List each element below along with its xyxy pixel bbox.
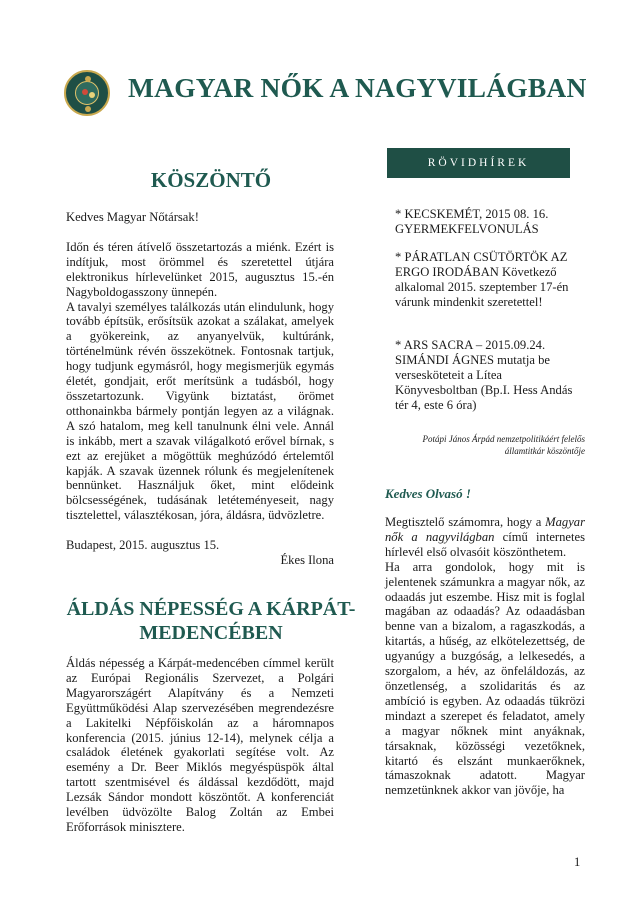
news-item-text: * PÁRATLAN CSÜTÖRTÖK AZ ERGO IRODÁBAN Következő alkalomal 2015. szeptember 17-én várunk mindenkit szeretettel! [395,250,569,309]
article-heading-line-1: ÁLDÁS NÉPESSÉG A KÁRPÁT- [66,598,356,620]
article-heading [66,597,356,645]
newsletter-name: Magyar nők a nagyvilágban [385,515,585,544]
reader-paragraph-2: Ha arra gondolok, hogy mit is jelentenek számunkra a magyar nők, az odaadás jut eszembe. Hisz mit is foglal magában az odaadás? Az odaadásban benne van a bizalom, a ragaszkodás, a kitartás, a hűség, az elkötelezettség, de ugyanúgy a buzgóság, a lelkesedés, a szorgalom, a hév, az önfeláldozás, az önzetlenség, a szolidaritás és az ambíció is egyben. Az odaadás tükrözi mindazt a szerepet és feladatot, amely a magyar nőknek mint anyáknak, társaknak, közösségi vezetőknek, kitartó és elszánt munkaerőknek, támaszoknak adatott. Magyar nemzetünknek akkor van jövője, ha [385,559,585,798]
article-heading-line-2: MEDENCÉBEN [139,622,283,644]
greeting-section [66,210,334,568]
reader-heading: Kedves Olvasó ! [385,486,471,501]
reader-paragraph-1 [385,515,585,560]
place-and-date: Budapest, 2015. augusztus 15. [66,538,220,553]
reader-p1-start: Megtisztelő számomra, hogy a [385,515,546,529]
news-item-1 [395,207,585,237]
news-item-text: * ARS SACRA – 2015.09.24. SIMÁNDI ÁGNES mutatja be versesköteteit a Lítea Könyvesboltban (Bp.I. Hess Andás tér 4, este 6 óra) [395,338,573,412]
reader-letter [385,515,585,798]
secretary-caption: Potápi János Árpád nemzetpolitikáért felelős államtitkár köszöntője [422,434,585,456]
seal-flower-icon [82,89,88,95]
newsletter-title: MAGYAR NŐK A NAGYVILÁGBAN [128,72,587,103]
seal-ornament-icon [85,106,91,112]
news-section-banner: RÖVIDHÍREK [387,148,570,178]
article-body: Áldás népesség a Kárpát-medencében címmel került az Európai Regionális Szervezet, a Polgári Magyarországért Alapítvány és a Nemzeti Együttműködési Alap szervezésében megrendezésre a Lakitelki Népfőiskolán az a háromnapos konferencia (2015. június 12-14), melynek célja a családok életének gyakorlati segítése volt. Az esemény a Dr. Beer Miklós megyéspüspök által tartott szentmisével és áldással kezdődött, majd Lezsák Sándor mondott köszöntőt. A konferenciát levélben üdvözölte Balog Zoltán az Embei Erőforrások minisztere. [66,656,334,834]
seal-flower-icon [89,92,95,98]
news-item-text: * KECSKEMÉT, 2015 08. 16. GYERMEKFELVONULÁS [395,207,549,236]
organization-seal-logo [64,70,110,116]
page-number: 1 [574,855,581,869]
greeting-heading: KÖSZÖNTŐ [150,168,272,192]
news-item-3 [395,338,585,413]
seal-ornament-icon [85,76,91,82]
greeting-paragraph-2: A tavalyi személyes találkozás után elindulunk, hogy tovább építsük, erősítsük azokat a szálakat, amelyek a gyökereink, az anyanyelvük, kultúránk, történelmünk révén összekötnek. Fontosnak tartjuk, hogy tudjunk egymásról, hogy megismerjük egymás életét, gondjait, erőt merítsünk a tudásból, hogy összetartozunk. Vigyünk biztatást, örömet otthonainkba bármely pontján legyen az a világnak. A szó hatalom, meg kell tanulnunk élni vele. Annál is inkább, mert a szavak világalkotó erővel bírnak, s ezt az erejüket a mögöttük meghúzódó értelemtől kapják. A szavak üzennek rólunk és megjelenítenek bennünket. Használjuk őket, mint elődeink bölcsességének, tudásának letéteményeseit, nagy tisztelettel, választékosan, jóra, áldásra, üdvözletre. [66,299,334,523]
greeting-paragraph-1: Időn és téren átívelő összetartozás a miénk. Ezért is indítjuk, most örömmel és szeretettel útjára elektronikus hírlevelünket 2015, augusztus 15.-én Nagyboldogasszony ünnepén. [66,239,334,299]
reader-p1-end: című internetes hírlevél első olvasóit köszönthetem. [385,529,585,559]
signature: Ékes Ilona [280,553,334,568]
salutation: Kedves Magyar Nőtársak! [66,210,199,224]
news-item-2 [395,250,585,310]
article-section [66,656,334,835]
